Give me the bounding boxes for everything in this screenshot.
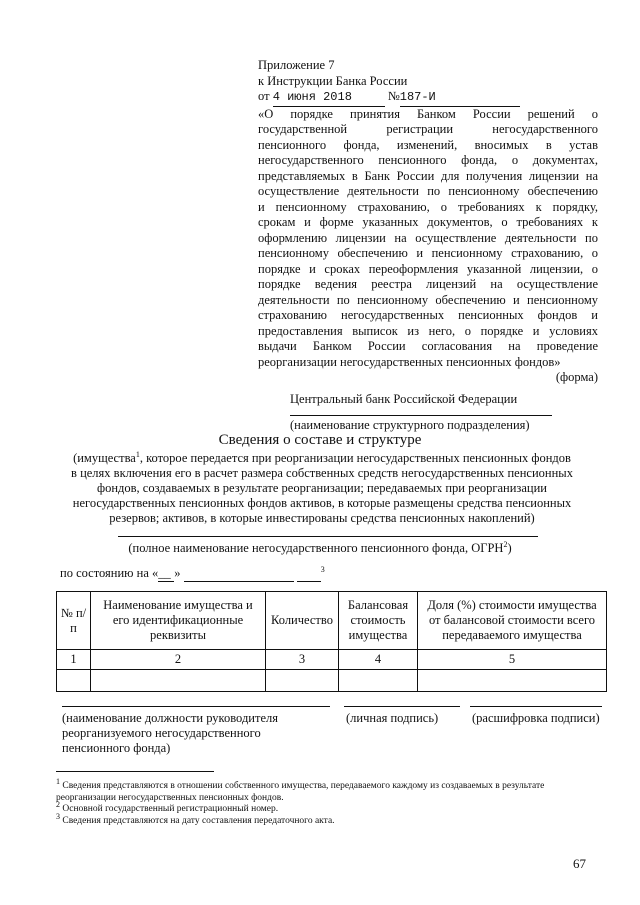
decoding-caption: (расшифровка подписи) bbox=[472, 711, 600, 725]
table-cell bbox=[91, 670, 266, 692]
quote-line: страхованию негосударственных пенсионных фондов и bbox=[258, 308, 598, 322]
decoding-line bbox=[470, 706, 602, 707]
footnote-separator bbox=[56, 771, 214, 772]
subtitle-line: фондов, создаваемых в результате реорганизации; передаваемых при реорганизации bbox=[97, 481, 547, 495]
table-cell bbox=[57, 670, 91, 692]
footnote-ref-3: 3 bbox=[320, 564, 325, 574]
number-cell: 1 bbox=[57, 650, 91, 670]
subtitle-line: резервов; активов, в которые инвестированы средства пенсионных накоплений) bbox=[109, 511, 535, 525]
header-cell-share: Доля (%) стоимости имущества от балансовой стоимости всего передаваемого имущества bbox=[418, 592, 607, 650]
appendix-header bbox=[258, 58, 598, 434]
central-bank-name: Центральный банк Российской Федерации bbox=[290, 391, 518, 406]
subtitle-text: (имущества bbox=[73, 451, 136, 465]
signature-caption: (личная подпись) bbox=[346, 711, 439, 725]
quote-line: представляемых в Банк России для получения лицензии на bbox=[258, 168, 598, 183]
quote-line: порядке ведения реестра лицензий на осуществление bbox=[258, 277, 598, 291]
footnote-text: Сведения представляются на дату составления передаточного акта. bbox=[60, 815, 335, 826]
date-number-line bbox=[258, 89, 598, 107]
position-caption: (наименование должности руководителя реорганизуемого негосударственного пенсионного фонда) bbox=[62, 711, 278, 755]
quote-line: выдачи Банком России согласования на проведение bbox=[258, 339, 598, 353]
subtitle-line: в целях включения его в расчет размера собственных средств негосударственных пенсионных bbox=[71, 466, 573, 480]
fund-name-line bbox=[118, 536, 538, 537]
as-of-date-line bbox=[60, 566, 325, 582]
footnote-3 bbox=[56, 811, 606, 828]
footnote-text: Основной государственный регистрационный номер. bbox=[60, 804, 279, 814]
subtitle-line: негосударственных пенсионных фондов активов, в которые размещены средства пенсионных bbox=[72, 496, 572, 510]
position-line bbox=[62, 706, 330, 707]
quote-line: пенсионному обеспечению и пенсионному страхованию, о bbox=[258, 246, 598, 260]
table-cell bbox=[418, 670, 607, 692]
subtitle-text: , которое передается при реорганизации негосударственных пенсионных фондов bbox=[139, 451, 571, 465]
appendix-label: Приложение 7 bbox=[258, 58, 335, 72]
quote-line: «О порядке принятия Банком России решений о bbox=[258, 106, 598, 121]
document-title: Сведения о составе и структуре bbox=[218, 432, 422, 448]
subtitle-line bbox=[52, 451, 592, 466]
as-of-month-blank bbox=[184, 566, 294, 582]
quote-line: срокам и форме указанных документов, о требованиях к bbox=[258, 215, 598, 229]
footnotes bbox=[56, 776, 606, 827]
quote-line: и пенсионному страхованию, о требованиях к порядку, bbox=[258, 199, 598, 214]
quote-line: предоставления выписок из него, о порядке и условиях bbox=[258, 323, 598, 338]
instruction-number: 187-И bbox=[400, 90, 520, 107]
as-of-year-blank bbox=[297, 566, 321, 582]
footnote-mark: 3 bbox=[56, 811, 60, 821]
table-header-row bbox=[57, 592, 607, 650]
quote-line: пенсионного фонда, изменений, вносимых в устав bbox=[258, 137, 598, 152]
form-label: (форма) bbox=[555, 370, 598, 384]
quote-line: реорганизации негосударственных пенсионных фондов» bbox=[258, 354, 561, 369]
header-cell-balance-value: Балансовая стоимость имущества bbox=[339, 592, 418, 650]
footnote-text: Сведения представляются в отношении собственного имущества, передаваемого каждому из создаваемых в результате реорганизации негосударственных пенсионных фондов. bbox=[56, 781, 545, 803]
fund-caption-end: ) bbox=[507, 541, 512, 555]
footnote-2 bbox=[56, 799, 606, 816]
instruction-label: к Инструкции Банка России bbox=[258, 73, 408, 88]
quote-line: негосударственного пенсионного фонда, о документах, bbox=[258, 153, 598, 167]
header-cell-quantity: Количество bbox=[266, 592, 339, 650]
page-number: 67 bbox=[573, 856, 586, 871]
number-cell: 2 bbox=[91, 650, 266, 670]
number-prefix: № bbox=[387, 89, 400, 103]
quote-line: порядке и сроках переоформления указанной лицензии, о bbox=[258, 261, 598, 276]
as-of-mid: » bbox=[174, 566, 181, 580]
number-cell: 4 bbox=[339, 650, 418, 670]
table-number-row bbox=[57, 650, 607, 670]
quote-line: оформлению лицензии на осуществление деятельности по bbox=[258, 230, 598, 245]
footnote-ref-2: 2 bbox=[503, 539, 508, 549]
footnote-1 bbox=[56, 776, 606, 804]
as-of-prefix: по состоянию на « bbox=[60, 566, 159, 580]
instruction-date: 4 июня 2018 bbox=[273, 90, 385, 107]
table-row bbox=[57, 670, 607, 692]
number-cell: 3 bbox=[266, 650, 339, 670]
subdivision-line bbox=[290, 415, 552, 416]
as-of-day-blank: __ bbox=[158, 566, 174, 582]
subdivision-caption: (наименование структурного подразделения) bbox=[290, 418, 530, 432]
fund-name-caption bbox=[40, 541, 600, 556]
quote-line: государственной регистрации негосударственного bbox=[258, 122, 598, 136]
table-cell bbox=[339, 670, 418, 692]
instruction-title-quote bbox=[258, 107, 598, 371]
table-cell bbox=[266, 670, 339, 692]
signature-line bbox=[344, 706, 460, 707]
date-prefix: от bbox=[258, 89, 270, 103]
header-cell-property-name: Наименование имущества и его идентификационные реквизиты bbox=[91, 592, 266, 650]
property-table bbox=[56, 591, 607, 692]
footnote-mark: 2 bbox=[56, 799, 60, 809]
footnote-mark: 1 bbox=[56, 776, 60, 786]
header-cell-number: № п/п bbox=[57, 592, 91, 650]
quote-line: осуществление деятельности по пенсионному обеспечению bbox=[258, 184, 598, 198]
document-subtitle bbox=[52, 451, 592, 526]
footnote-ref-1: 1 bbox=[135, 449, 140, 459]
quote-line: деятельности по пенсионному обеспечению и пенсионному bbox=[258, 292, 598, 307]
fund-caption-text: (полное наименование негосударственного пенсионного фонда, ОГРН bbox=[128, 541, 504, 555]
number-cell: 5 bbox=[418, 650, 607, 670]
